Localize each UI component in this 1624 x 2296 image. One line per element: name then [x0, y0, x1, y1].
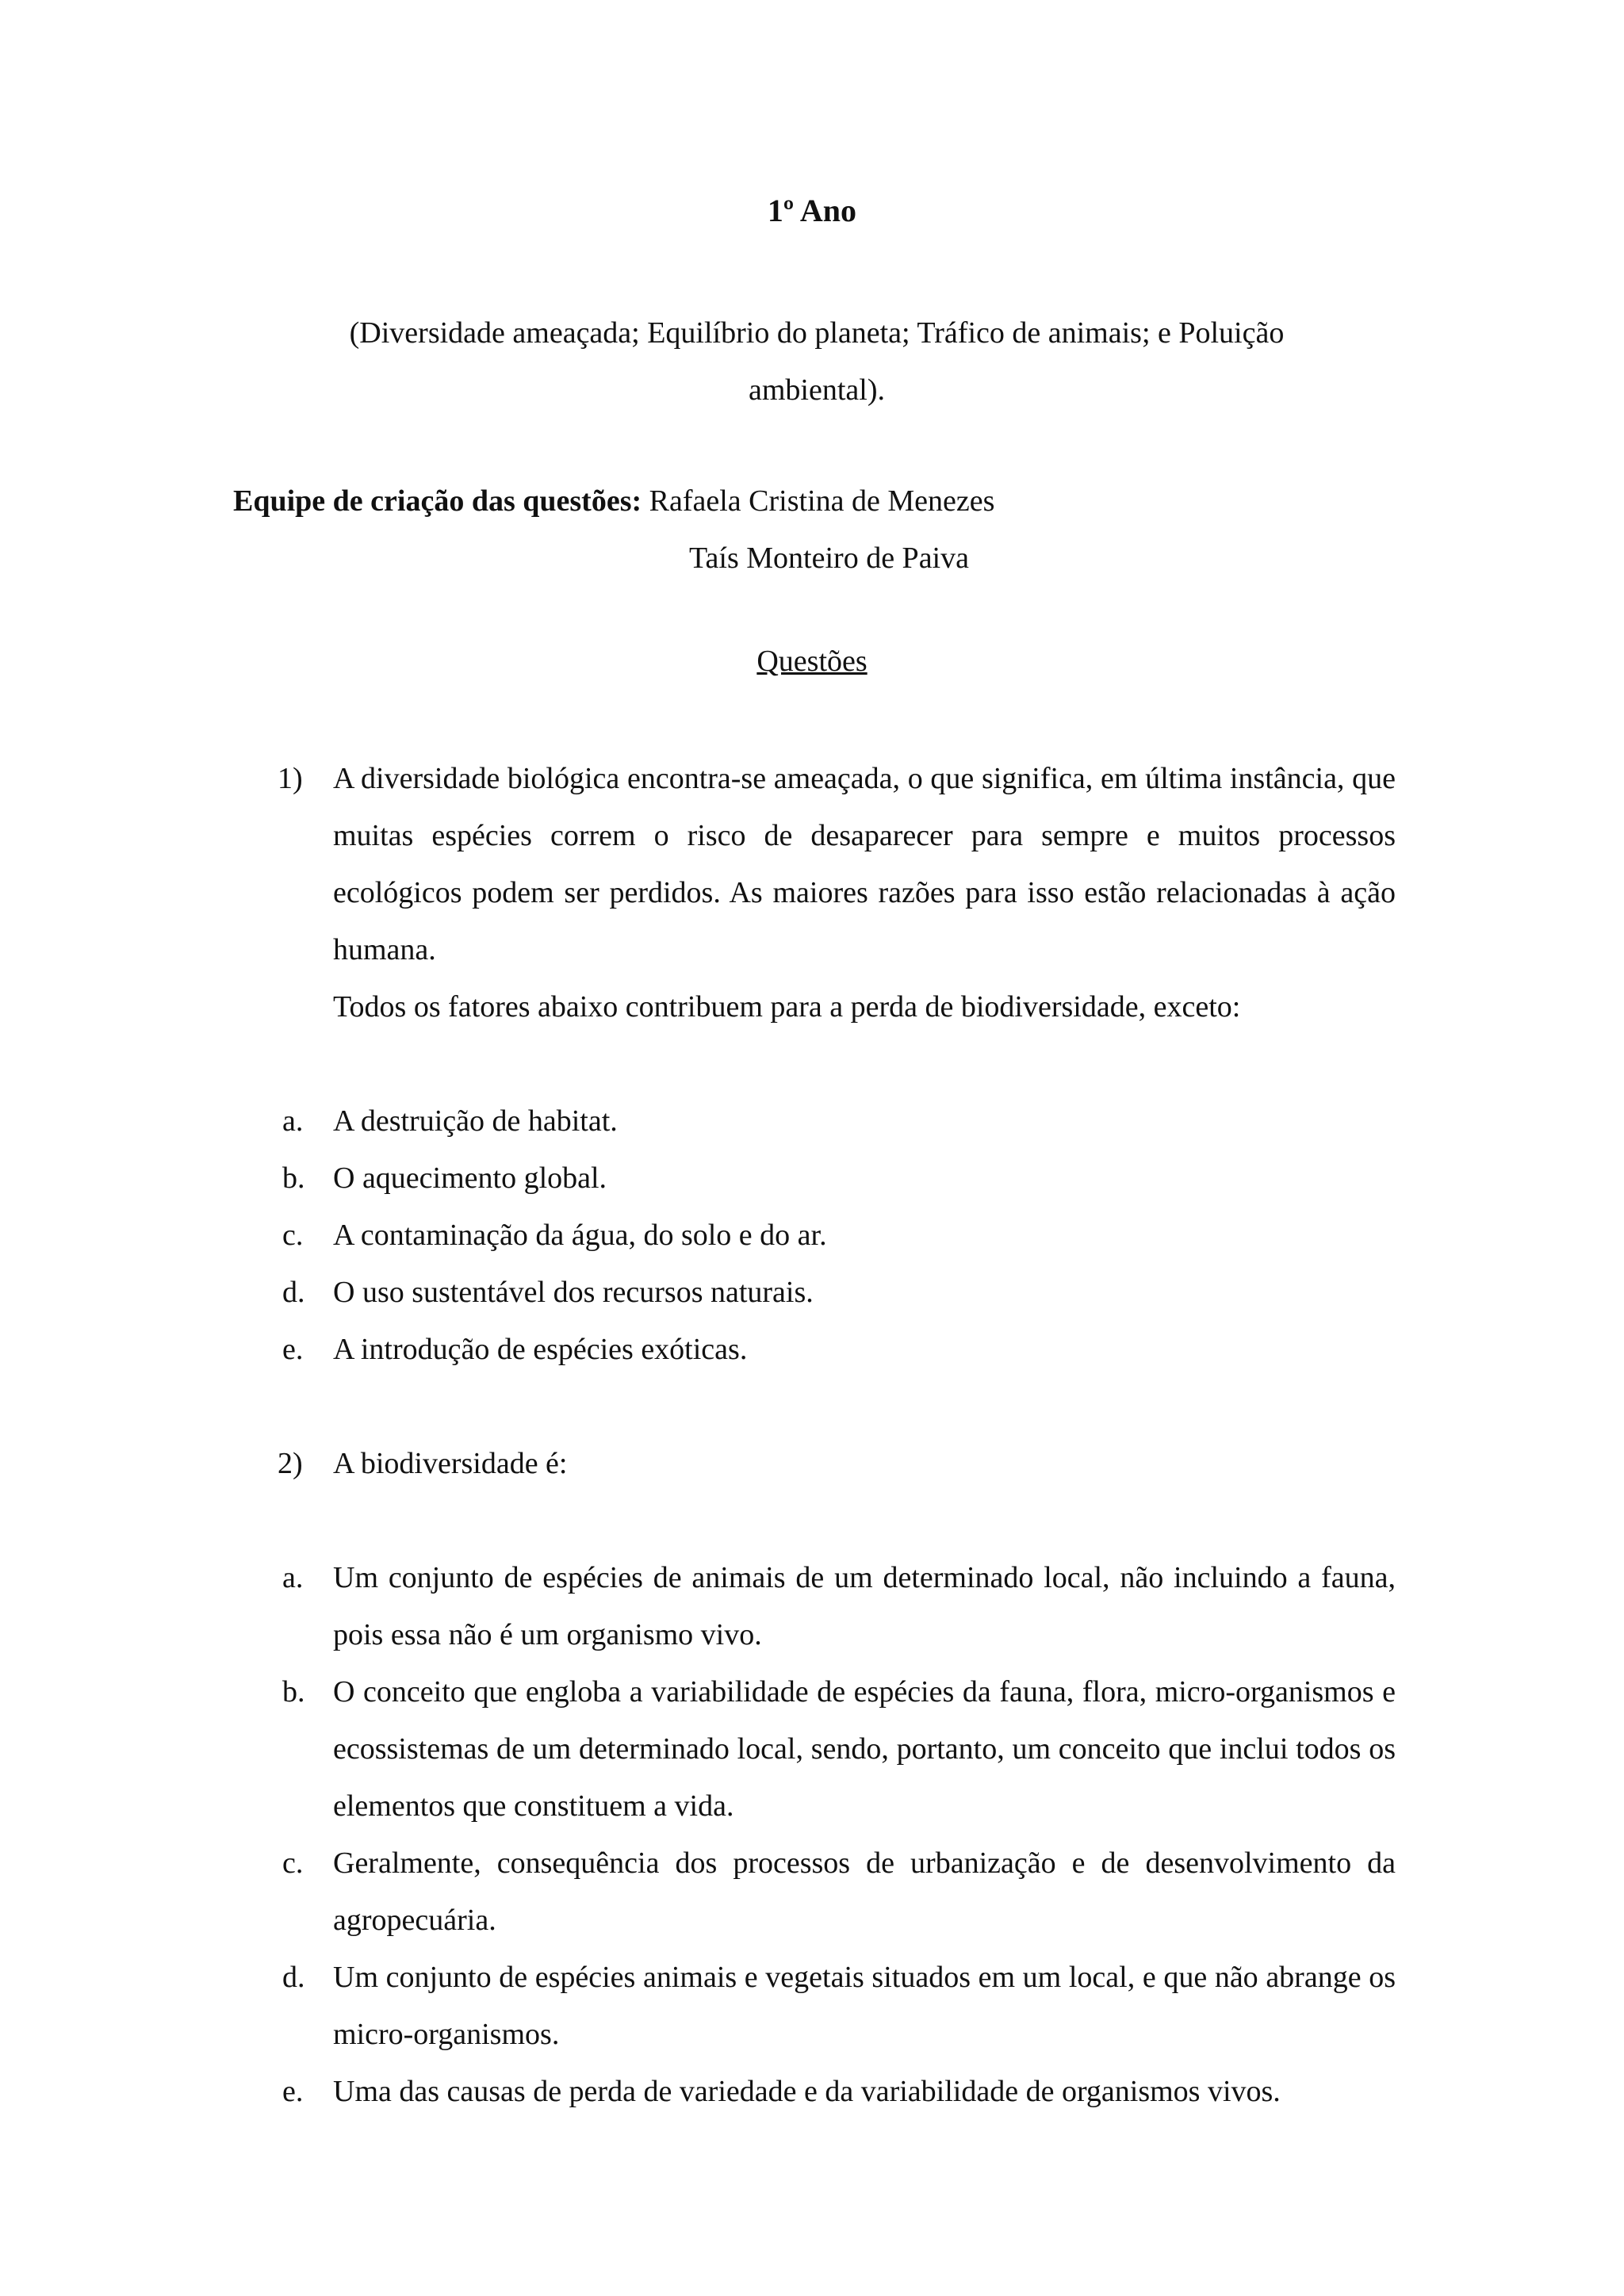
question-2-options	[278, 1549, 1396, 2120]
option-text: A contaminação da água, do solo e do ar.	[333, 1219, 827, 1252]
question-paragraph: Todos os fatores abaixo contribuem para a perda de biodiversidade, exceto:	[333, 990, 1241, 1024]
option-letter: c.	[282, 1846, 304, 1880]
question-2	[278, 1435, 1396, 1492]
option-item	[278, 1207, 1396, 1264]
team-block	[233, 473, 994, 587]
option-letter: b.	[282, 1675, 305, 1709]
option-letter: d.	[282, 1276, 305, 1309]
option-text: Um conjunto de espécies de animais de um determinado local, não incluindo a fauna, pois essa não é um organismo vivo.	[333, 1561, 1396, 1651]
option-item	[278, 1663, 1396, 1835]
option-item	[278, 1835, 1396, 1949]
option-letter: e.	[282, 1333, 304, 1366]
option-text: O uso sustentável dos recursos naturais.	[333, 1276, 814, 1309]
question-number: 1)	[278, 762, 303, 795]
page-title: 1º Ano	[767, 193, 857, 228]
question-paragraph: A biodiversidade é:	[333, 1447, 568, 1480]
option-item	[278, 2063, 1396, 2120]
question-1-options	[278, 1093, 1396, 1378]
option-text: Geralmente, consequência dos processos de urbanização e de desenvolvimento da agropecuária.	[333, 1846, 1396, 1937]
option-text: Uma das causas de perda de variedade e da variabilidade de organismos vivos.	[333, 2075, 1281, 2108]
option-text: Um conjunto de espécies animais e vegetais situados em um local, e que não abrange os micro-organismos.	[333, 1961, 1396, 2051]
question-1	[278, 750, 1396, 1035]
team-member-2: Taís Monteiro de Paiva	[689, 541, 969, 575]
option-item	[278, 1264, 1396, 1321]
option-letter: a.	[282, 1104, 304, 1138]
option-letter: d.	[282, 1961, 305, 1994]
option-text: O conceito que engloba a variabilidade de espécies da fauna, flora, micro-organismos e ecossistemas de um determinado local, sendo, portanto, um conceito que inclui todos os elementos que constituem a vida.	[333, 1675, 1396, 1823]
section-heading: Questões	[756, 645, 868, 678]
question-body	[333, 1435, 1396, 1492]
team-label: Equipe de criação das questões:	[233, 484, 642, 518]
option-text: A introdução de espécies exóticas.	[333, 1333, 748, 1366]
option-text: A destruição de habitat.	[333, 1104, 618, 1138]
option-item	[278, 1150, 1396, 1207]
option-item	[278, 1321, 1396, 1378]
question-body	[333, 750, 1396, 1035]
option-letter: b.	[282, 1161, 305, 1195]
question-paragraph: A diversidade biológica encontra-se ameaçada, o que significa, em última instância, que muitas espécies correm o risco de desaparecer para sempre e muitos processos ecológicos podem ser perdidos. As maiores razões para isso estão relacionadas à ação humana.	[333, 762, 1396, 966]
option-letter: a.	[282, 1561, 304, 1594]
option-text: O aquecimento global.	[333, 1161, 607, 1195]
team-line-1	[233, 473, 994, 530]
option-item	[278, 1549, 1396, 1663]
option-item	[278, 1949, 1396, 2063]
question-number: 2)	[278, 1447, 303, 1480]
team-member-1: Rafaela Cristina de Menezes	[649, 484, 995, 518]
option-letter: c.	[282, 1219, 304, 1252]
topics-subtitle: (Diversidade ameaçada; Equilíbrio do planeta; Tráfico de animais; e Poluição ambiental).	[349, 316, 1285, 407]
option-letter: e.	[282, 2075, 304, 2108]
option-item	[278, 1093, 1396, 1150]
